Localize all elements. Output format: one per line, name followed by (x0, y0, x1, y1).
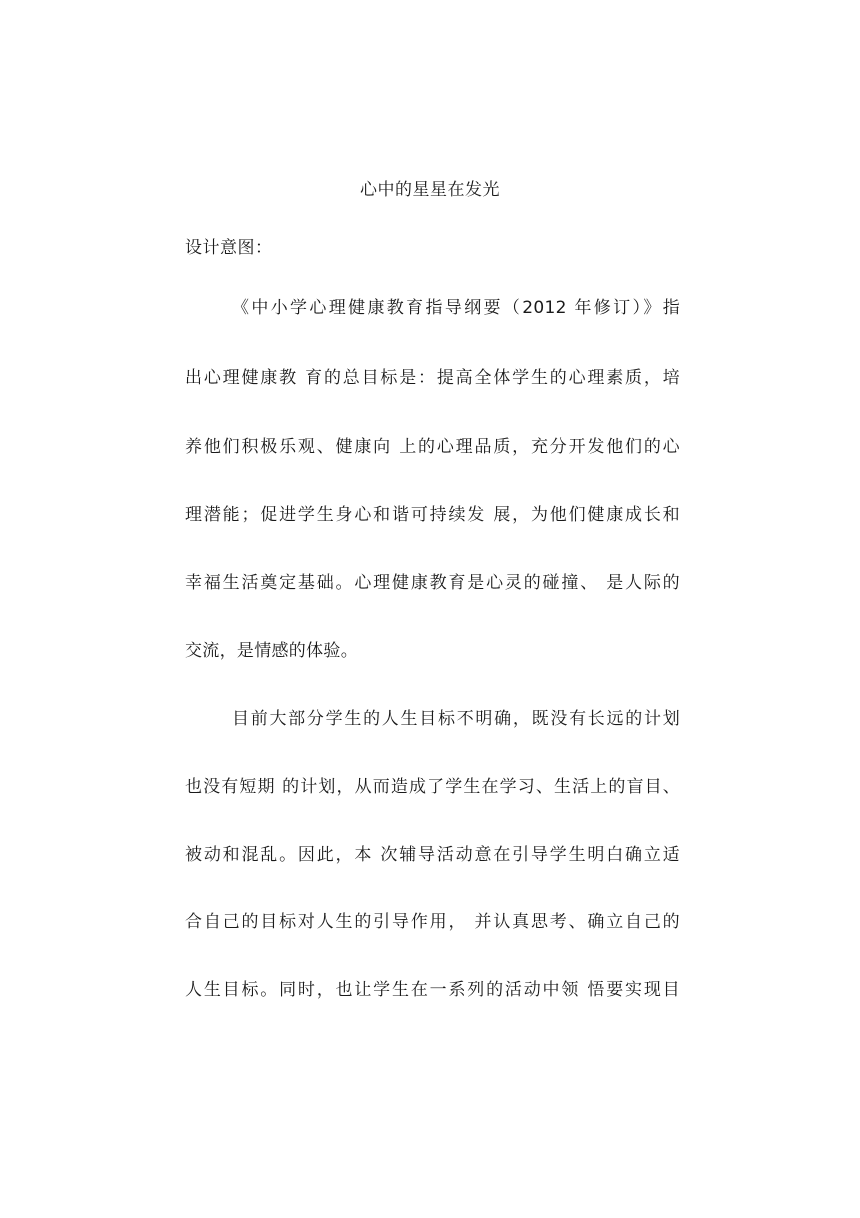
paragraph1-line: 幸福生活奠定基础。心理健康教育是心灵的碰撞、 是人际的 (185, 573, 680, 593)
paragraph1-line: 出心理健康教 育的总目标是：提高全体学生的心理素质，培 (185, 368, 680, 388)
paragraph2-line: 目前大部分学生的人生目标不明确，既没有长远的计划 (232, 709, 680, 729)
paragraph2-line: 被动和混乱。因此，本 次辅导活动意在引导学生明白确立适 (185, 845, 680, 865)
paragraph1-line: 理潜能；促进学生身心和谐可持续发 展，为他们健康成长和 (185, 505, 680, 525)
paragraph2-line: 人生目标。同时，也让学生在一系列的活动中领 悟要实现目 (185, 980, 680, 1000)
paragraph1-line: 交流，是情感的体验。 (185, 641, 358, 661)
section-heading: 设计意图： (185, 238, 273, 258)
paragraph1-line: 《中小学心理健康教育指导纲要（2012 年修订）》指 (232, 298, 680, 318)
paragraph2-line: 合自己的目标对人生的引导作用， 并认真思考、确立自己的 (185, 912, 680, 932)
paragraph1-line: 养他们积极乐观、健康向 上的心理品质，充分开发他们的心 (185, 437, 680, 457)
document-title: 心中的星星在发光 (360, 180, 500, 200)
paragraph2-line: 也没有短期 的计划，从而造成了学生在学习、生活上的盲目、 (185, 777, 680, 797)
